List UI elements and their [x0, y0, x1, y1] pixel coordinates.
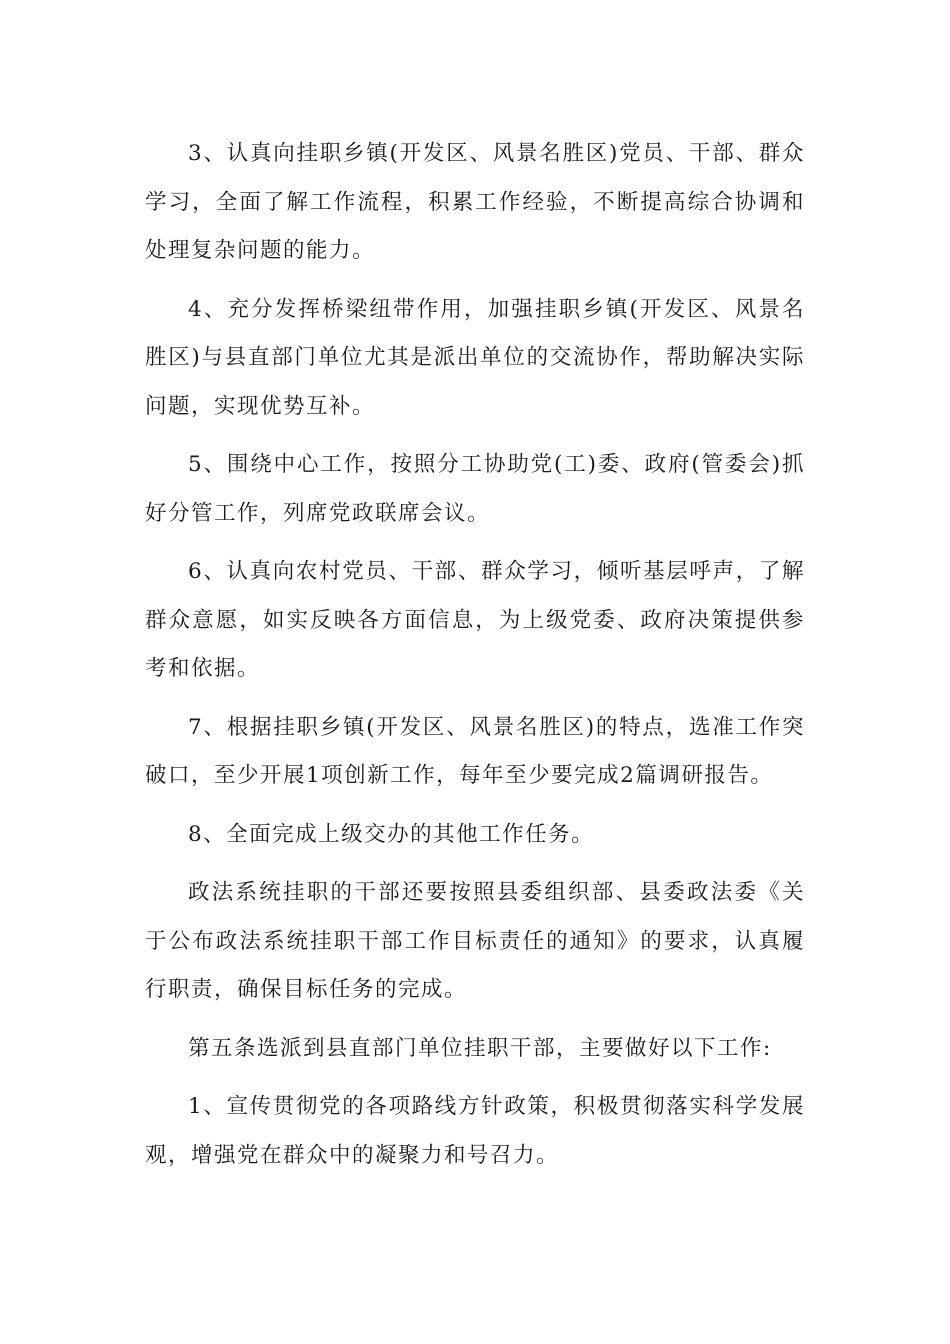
paragraph-item-4: 4、充分发挥桥梁纽带作用，加强挂职乡镇(开发区、风景名胜区)与县直部门单位尤其是派出单位的交流协作，帮助解决实际问题，实现优势互补。: [145, 296, 805, 419]
paragraph-item-3: 3、认真向挂职乡镇(开发区、风景名胜区)党员、干部、群众学习，全面了解工作流程，积累工作经验，不断提高综合协调和处理复杂问题的能力。: [145, 141, 805, 263]
paragraph-item-8: 8、全面完成上级交办的其他工作任务。: [188, 821, 595, 847]
paragraph-politics-law-cadres: 政法系统挂职的干部还要按照县委组织部、县委政法委《关于公布政法系统挂职干部工作目标责任的通知》的要求，认真履行职责，确保目标任务的完成。: [145, 880, 805, 1002]
paragraph-article-5-item-1: 1、宣传贯彻党的各项路线方针政策，积极贯彻落实科学发展观，增强党在群众中的凝聚力和号召力。: [145, 1094, 805, 1168]
document-body: [145, 130, 805, 1190]
paragraph-item-6: 6、认真向农村党员、干部、群众学习，倾听基层呼声，了解群众意愿，如实反映各方面信息，为上级党委、政府决策提供参考和依据。: [145, 559, 805, 681]
paragraph-item-7: 7、根据挂职乡镇(开发区、风景名胜区)的特点，选准工作突破口，至少开展1项创新工作，每年至少要完成2篇调研报告。: [145, 714, 805, 788]
paragraph-item-5: 5、围绕中心工作，按照分工协助党(工)委、政府(管委会)抓好分管工作，列席党政联席会议。: [145, 452, 805, 526]
paragraph-article-5-heading: 第五条选派到县直部门单位挂职干部，主要做好以下工作:: [188, 1035, 772, 1061]
